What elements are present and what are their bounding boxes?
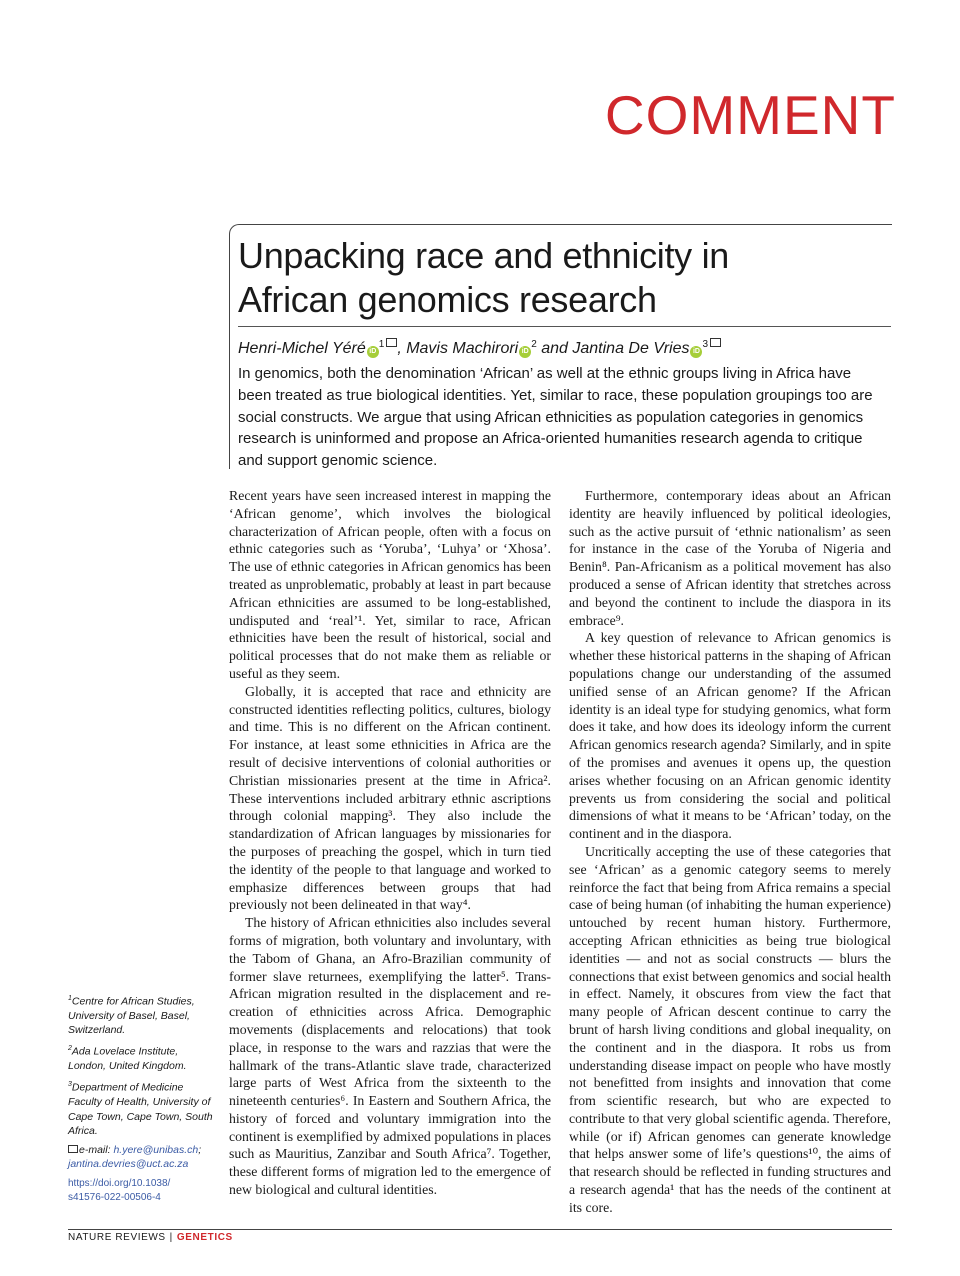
body-paragraph: Globally, it is accepted that race and ethnicity are constructed identities reflecting politics, cultures, biology and time. This is no different on the African continent. For instance, at least some ethnicities in Africa are the result of decisive interventions of colonial authorities or Christian missionaries present at the time in Africa². These interventions included arbitrary ethnic ascriptions through colonial mapping³. They also include the standardization of African languages by missionaries for the purposes of preaching the gospel, which in turn tied the identity of the people to that language and worked to emphasize differences between groups that had previously not been delineated in that way⁴. <box>229 683 551 913</box>
orcid-icon[interactable]: iD <box>519 346 531 358</box>
title-divider <box>238 326 891 327</box>
author-affiliation-number: 2 <box>531 339 537 350</box>
email-link[interactable]: h.yere@unibas.ch <box>113 1144 199 1157</box>
email-icon <box>68 1145 78 1153</box>
body-paragraph: The history of African ethnicities also includes several forms of migration, both voluntary and involuntary, with the Tabom of Ghana, an Afro-Brazilian community of former slave returnees, exemplifying the latter⁵. Trans-African migration resulted in the displacement and re-creation of ethnicities across Africa. Demographic movements (displacements and relocations) that took place, in response to the wars and razzias that were the hallmark of the trans-Atlantic slave trade, characterized large parts of West Africa from the sixteenth to the nineteenth centuries⁶. In Eastern and Southern Africa, the history of forced and voluntary immigration into the continent is exemplified by admixed populations in places such as Mauritius, Zanzibar and South Africa⁷. Together, these different forms of migration led to the emergence of new biological and cultural identities. <box>229 915 551 1198</box>
email-prefix: e-mail: <box>79 1144 114 1157</box>
affiliation-number: 2 <box>68 1045 72 1053</box>
email-link[interactable]: jantina.devries@uct.ac.za <box>68 1158 189 1171</box>
body-paragraph: A key question of relevance to African genomics is whether these historical patterns in the shaping of African populations change our understanding of the assumed unified sense of an African genome? If the African identity is an ideal type for studying genomics, what form does it take, and how does its ideology inform the current African genomics research agenda? Similarly, and in spite of the promises and avenues it opens up, the question arises whether focusing on an African genomic identity prevents us from considering the social and political dimensions of what it means to be ‘African’ today, on the continent and in the diaspora. <box>569 630 891 842</box>
author-affiliation-number: 1 <box>378 339 385 350</box>
affiliation-item <box>68 992 218 1037</box>
journal-name: GENETICS <box>176 1232 233 1243</box>
affiliation-text: Department of Medicine Faculty of Health, University of Cape Town, Cape Town, South Africa. <box>68 1081 213 1137</box>
footer-separator: | <box>169 1232 173 1243</box>
article-title-line-1: Unpacking race and ethnicity in <box>238 235 729 276</box>
email-separator: ; <box>198 1144 202 1157</box>
body-column-left <box>229 487 551 1199</box>
affiliation-number: 3 <box>68 1081 72 1089</box>
article-title <box>238 234 878 322</box>
standfirst: In genomics, both the denomination ‘African’ as well at the ethnic groups living in Africa have been treated as true biological identities. Yet, similar to race, these population groupings too are social constructs. We argue that using African ethnicities as population categories in genomics research is uninformed and propose an Africa-oriented humanities research agenda to critique and support genomic science. <box>238 365 873 470</box>
body-paragraph: Uncritically accepting the use of these categories that see ‘African’ as a genomic category seems to merely reinforce the fact that being from Africa remains a special case of being human (of inhabiting the human experience) untouched by recent human history. Furthermore, accepting African ethnicities as being true biological identities — and not as social constructs — blurs the connections that exist between genomics and social health in effect. Namely, it obscures from view the fact that many people of African descent continue to carry the brunt of harsh living conditions and global inequality, on the continent and in the diaspora. It robs us from understanding disease impact on people who have mostly not benefitted from insights and innovation that come from scientific research, but who are expected to contribute to that very global scientific agenda. Therefore, while (or if) African genomes can generate knowledge that helps answer some of life’s questions¹⁰, the aims of that research should be reflected in funding structures and a research agenda¹ that has the needs of the continent at its core. <box>569 843 891 1215</box>
orcid-icon[interactable]: iD <box>690 346 702 358</box>
running-footer <box>68 1232 233 1243</box>
doi-line-2: s41576-022-00506-4 <box>68 1192 161 1204</box>
email-icon[interactable] <box>710 338 721 347</box>
affiliation-text: Centre for African Studies, University of Basel, Basel, Switzerland. <box>68 995 195 1037</box>
affiliation-item <box>68 1042 218 1073</box>
author-separator: , <box>397 340 407 357</box>
author-name[interactable]: Jantina De Vries <box>572 340 690 357</box>
publisher-name: NATURE REVIEWS <box>68 1232 166 1243</box>
body-paragraph: Recent years have seen increased interest in mapping the ‘African genome’, which involves the biological characterization of African people, often with a focus on ethnic categories such as ‘Yoruba’, ‘Luhya’ or ‘Xhosa’. The use of ethnic categories in African genomics has been treated as unproblematic, probably at least in part because African ethnicities are assumed to be long-established, undisputed and ‘real’¹. Yet, similar to race, African ethnicities have been the result of historical, social and political processes that do not make them as reliable or useful as they seem. <box>229 488 551 681</box>
email-icon[interactable] <box>386 338 397 347</box>
author-line <box>238 334 888 360</box>
author-name[interactable]: Mavis Machirori <box>406 340 519 357</box>
article-title-line-2: African genomics research <box>238 279 657 320</box>
doi-line-1: https://doi.org/10.1038/ <box>68 1177 171 1189</box>
orcid-icon[interactable]: iD <box>367 346 379 358</box>
affiliation-number: 1 <box>68 995 72 1002</box>
doi-link[interactable] <box>68 1177 218 1206</box>
affiliations <box>68 992 218 1210</box>
author-affiliation-number: 3 <box>702 339 709 350</box>
section-label: COMMENT <box>604 84 896 146</box>
correspondence <box>68 1143 218 1172</box>
affiliation-text: Ada Lovelace Institute, London, United Kingdom. <box>68 1045 187 1073</box>
body-paragraph: Furthermore, contemporary ideas about an African identity are heavily influenced by political ideologies, such as the active pursuit of ‘ethnic nationalism’ as seen for instance in the case of the Yoruba of Nigeria and Benin⁸. Pan-Africanism as a political movement has also produced a sense of African identity that stretches across and beyond the continent to include the diaspora in its embrace⁹. <box>569 488 891 628</box>
body-column-right <box>569 487 891 1217</box>
author-name[interactable]: Henri-Michel Yéré <box>238 340 366 357</box>
author-separator: and <box>536 340 573 357</box>
affiliation-item <box>68 1078 218 1138</box>
footer-divider <box>68 1229 892 1230</box>
